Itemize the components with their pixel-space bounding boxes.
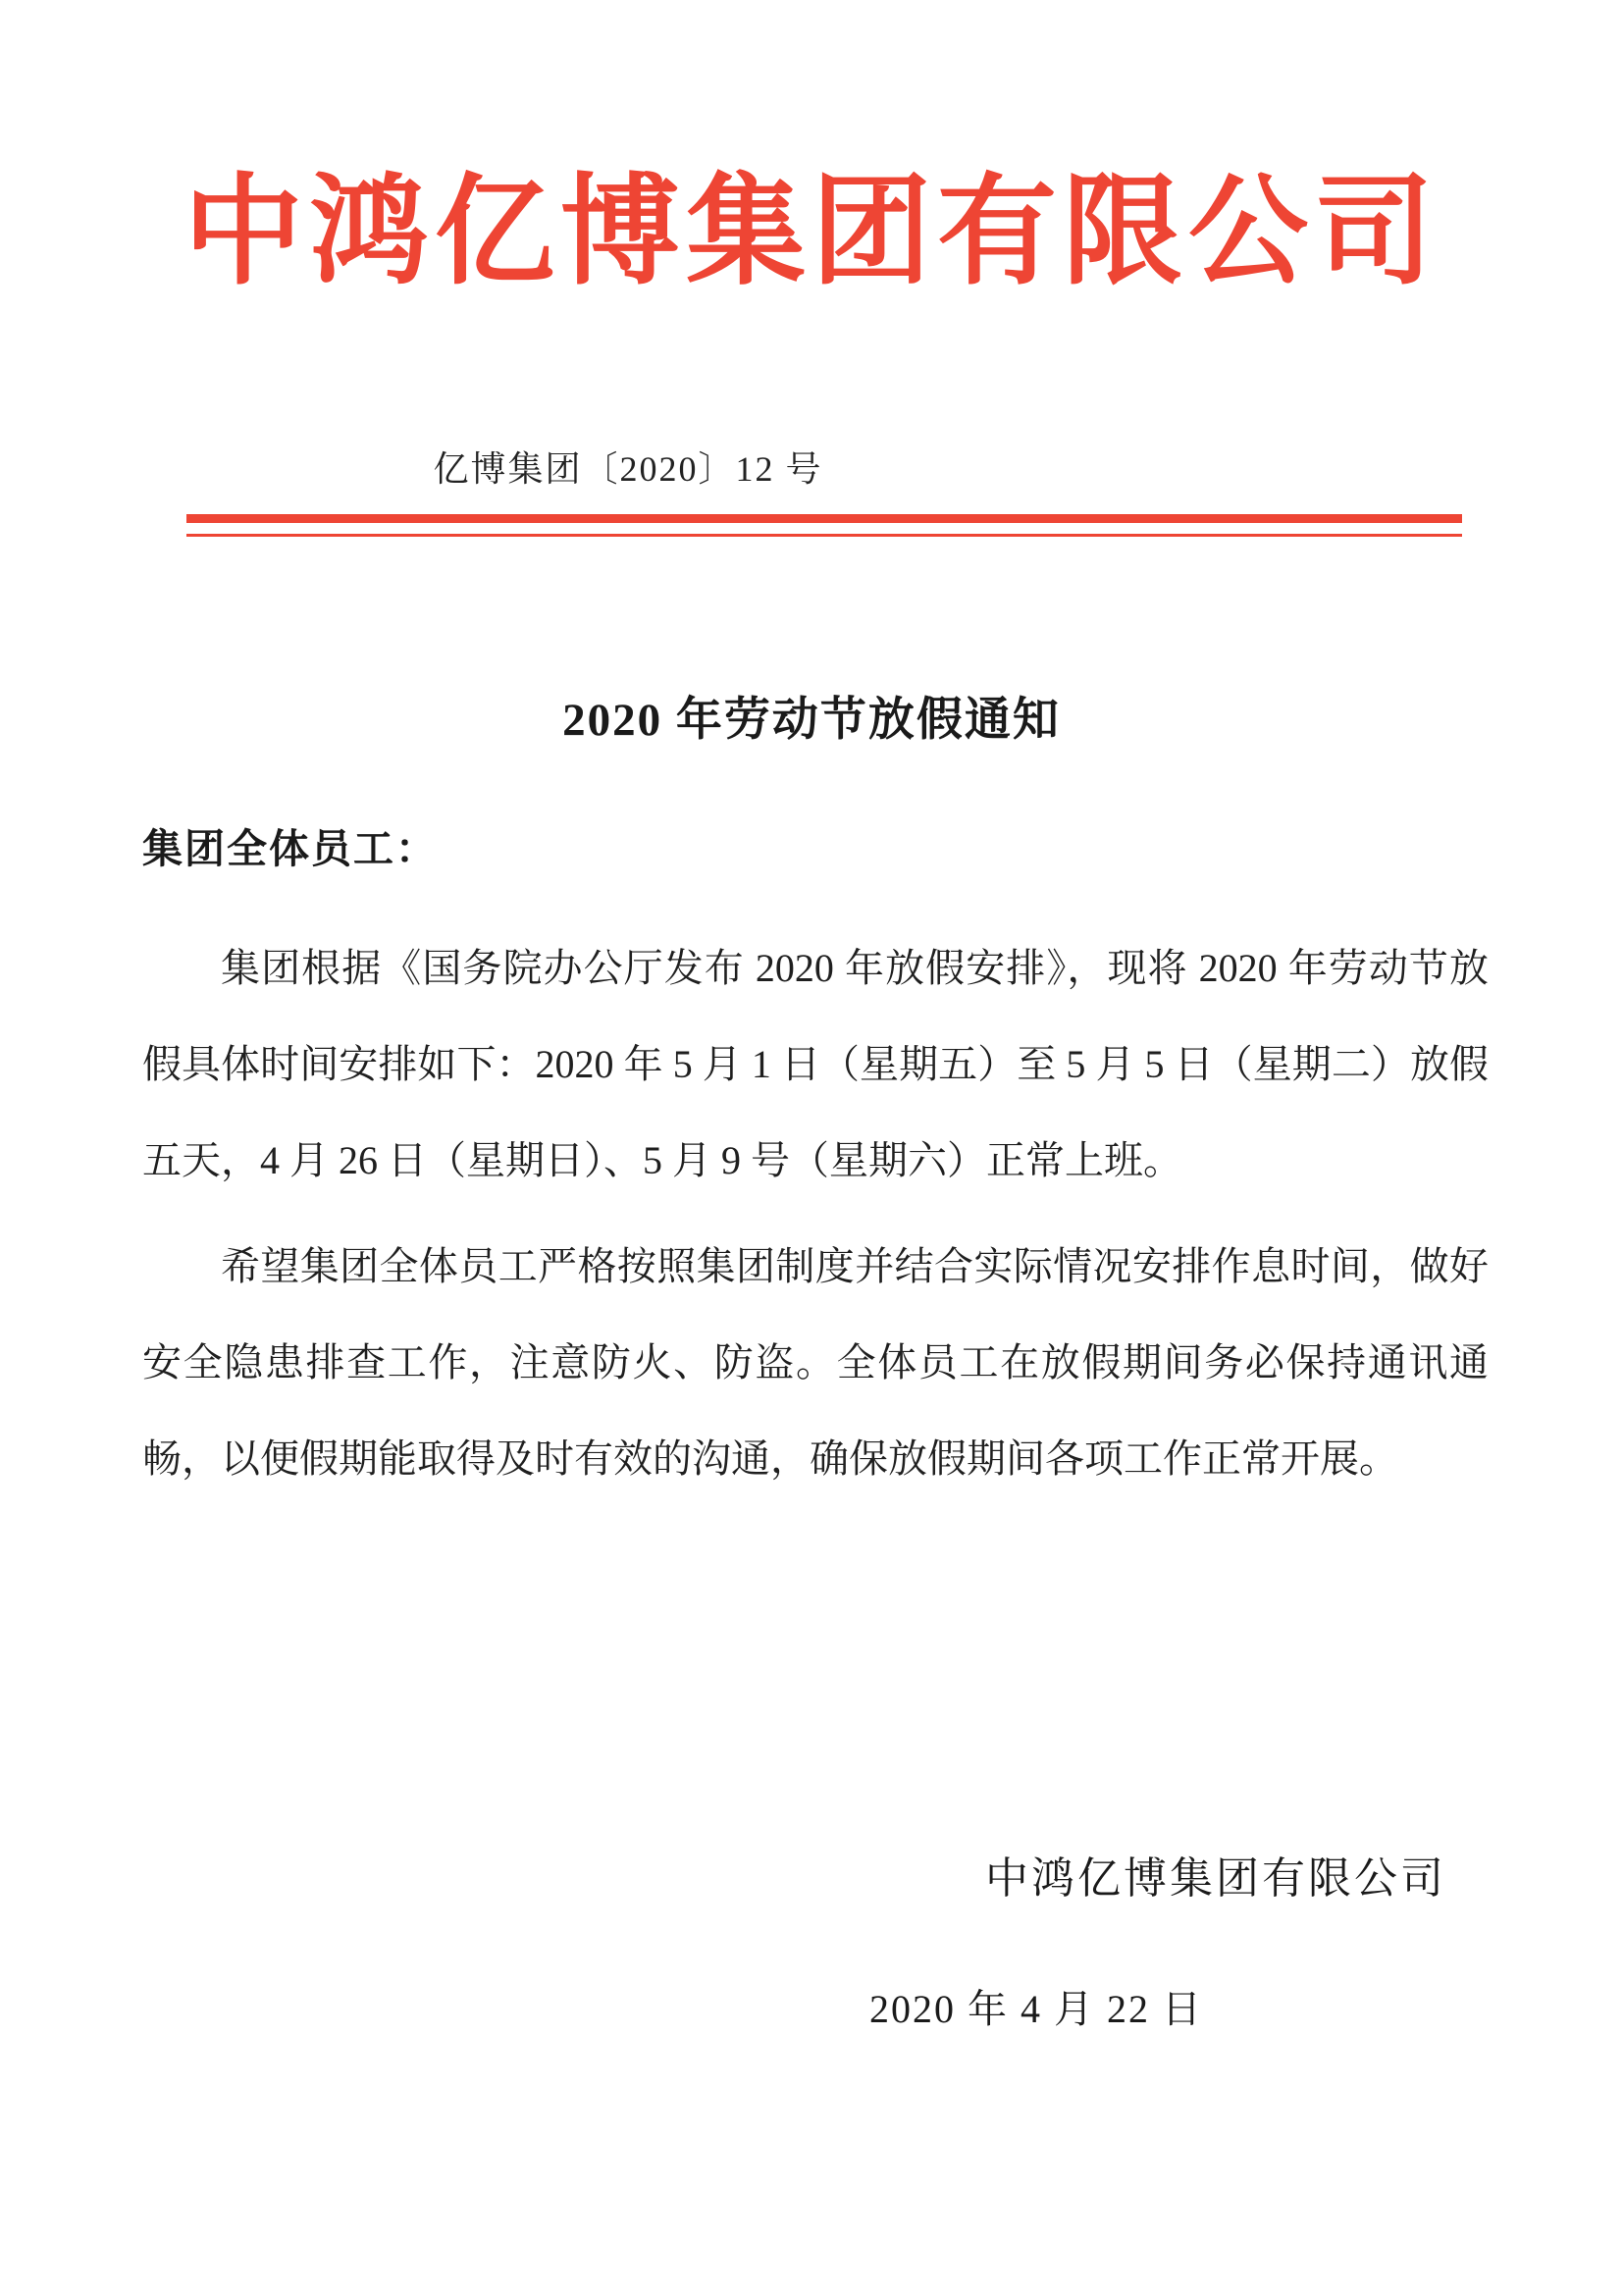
rule-thick-line — [186, 514, 1462, 523]
red-double-rule — [186, 514, 1462, 542]
document-number: 亿博集团〔2020〕12 号 — [433, 449, 823, 489]
salutation: 集团全体员工： — [142, 826, 438, 871]
signature-date: 2020 年 4 月 22 日 — [869, 1987, 1203, 2031]
signature-company-name: 中鸿亿博集团有限公司 — [985, 1854, 1446, 1903]
rule-thin-line — [186, 534, 1462, 537]
body-paragraph-1: 集团根据《国务院办公厅发布 2020 年放假安排》，现将 2020 年劳动节放假具体时间安排如下：2020 年 5 月 1 日（星期五）至 5 月 5 日（星期二）放假五天，4 月 26 日（星期日）、5 月 9 号（星期六）正常上班。 — [142, 946, 1489, 1182]
body-paragraph-2: 希望集团全体员工严格按照集团制度并结合实际情况安排作息时间，做好安全隐患排查工作，注意防火、防盗。全体员工在放假期间务必保持通讯通畅，以便假期能取得及时有效的沟通，确保放假期间各项工作正常开展。 — [142, 1244, 1489, 1481]
company-title: 中鸿亿博集团有限公司 — [183, 167, 1440, 299]
notice-title: 2020 年劳动节放假通知 — [562, 695, 1061, 746]
notice-body — [142, 920, 1489, 1507]
